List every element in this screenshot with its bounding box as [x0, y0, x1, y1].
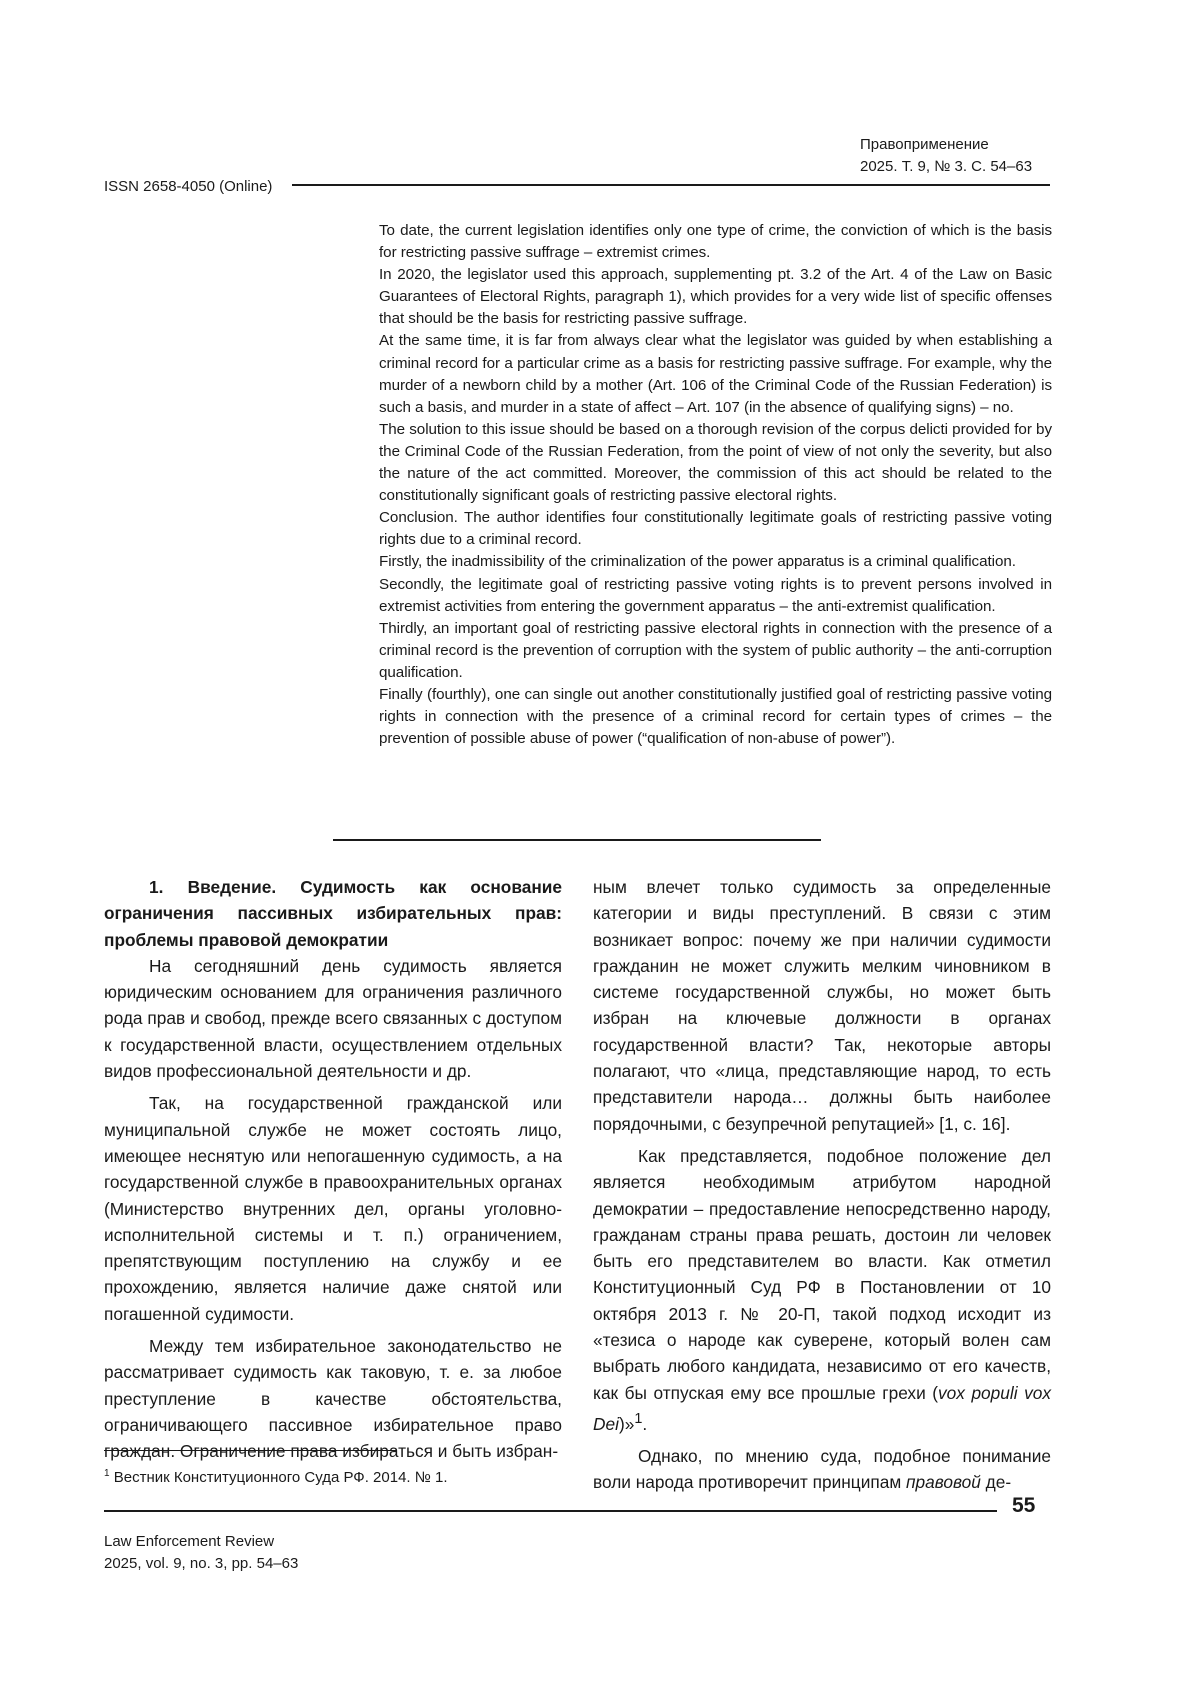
body-paragraph: Как представляется, подобное положение дел является необходимым атрибутом народной демократии – предоставление непосредственно народу, гражданам страны права решать, достоин ли человек быть его представителем во власти. Как отметил Конституционный Суд РФ в Постановлении от 10 октября 2013 г. № 20-П, такой подход исходит из «тезиса о народе как суверене, который волен сам выбрать любого кандидата, независимо от его качеств, как бы отпуская ему все прошлые грехи (vox populi vox Dei)»$^1$. — [593, 1145, 1051, 1434]
footnote-reference[interactable]: 1 — [634, 1410, 643, 1427]
footnote-rule — [104, 1450, 396, 1451]
abstract-paragraph: Finally (fourthly), one can single out another constitutionally justified goal of restricting passive voting rights in connection with the presence of a criminal record for certain types of crimes – the prevention of possible abuse of power (“qualification of non-abuse of power”). — [379, 685, 1052, 748]
emphasis-text: правовой — [906, 1472, 981, 1493]
abstract-paragraph: Firstly, the inadmissibility of the criminalization of the power apparatus is a criminal qualification. — [379, 553, 1016, 571]
abstract-paragraph: The solution to this issue should be based on a thorough revision of the corpus delicti provided for by the Criminal Code of the Russian Federation, from the point of view of not only the severity, but also the nature of the act committed. Moreover, the commission of this act should be related to the constitutionally significant goals of restricting passive electoral rights. — [379, 420, 1052, 505]
body-paragraph — [593, 1443, 1051, 1496]
abstract-paragraph: In 2020, the legislator used this approach, supplementing pt. 3.2 of the Art. 4 of the Law on Basic Guarantees of Electoral Rights, paragraph 1), which provides for a very wide list of specific offenses that should be the basis for restricting passive suffrage. — [379, 266, 1052, 328]
header-rule — [292, 184, 1050, 186]
body-column-left — [104, 874, 562, 1465]
body-paragraph: На сегодняшний день судимость является юридическим основанием для ограничения различного рода прав и свобод, прежде всего связанных с доступом к государственной власти, осуществлением отдельных видов профессиональной деятельности и др. — [104, 955, 562, 1082]
issue-info-ru: 2025. Т. 9, № 3. С. 54–63 — [860, 158, 1033, 175]
running-header — [860, 134, 1050, 178]
body-paragraph: Между тем избирательное законодательство не рассматривает судимость как таковую, т. е. за любое преступление в качестве обстоятельства, ограничивающего пассивное избирательное право граждан. Ограничение права избираться и быть избран- — [104, 1336, 562, 1462]
abstract-paragraph: Secondly, the legitimate goal of restricting passive voting rights is to prevent persons involved in extremist activities from entering the government apparatus – the anti-extremist qualification. — [379, 575, 1052, 615]
footnote-text: Вестник Конституционного Суда РФ. 2014. № 1. — [113, 1469, 448, 1486]
body-paragraph-continued: ным влечет только судимость за определенные категории и виды преступлений. В связи с этим возникает вопрос: почему же при наличии судимости гражданин не может служить мелким чиновником в системе государственной службы, но может быть избран на ключевые должности в органах государственной власти? Так, некоторые авторы полагают, что «лица, представляющие народ, то есть представители народа… должны быть наиболее порядочными, с безупречной репутацией» [1, с. 16]. — [593, 877, 1051, 1134]
section-heading: 1. Введение. Судимость как основание ограничения пассивных избирательных прав: проблемы правовой демократии — [104, 877, 562, 950]
paragraph-text: )» — [618, 1413, 635, 1434]
journal-title-en: Law Enforcement Review — [104, 1533, 275, 1550]
paragraph-text: Как представляется, подобное положение дел является необходимым атрибутом народной демократии – предоставление непосредственно народу, гражданам страны права решать, достоин ли человек быть его представителем во власти. Как отметил Конституционный Суд РФ в Постановлении от 10 октября 2013 г. № 20-П, такой подход исходит из «тезиса о народе как суверене, который волен сам выбрать любого кандидата, независимо от его качеств, как бы отпуская ему все прошлые грехи ( — [593, 1145, 1051, 1403]
abstract — [379, 220, 1052, 750]
journal-title-ru: Правоприменение — [860, 136, 989, 153]
abstract-paragraph: To date, the current legislation identifies only one type of crime, the conviction of which is the basis for restricting passive suffrage – extremist crimes. — [379, 222, 1052, 262]
body-paragraph: Так, на государственной гражданской или муниципальной службе не может состоять лицо, имеющее неснятую или непогашенную судимость, а на государственной службе в правоохранительных органах (Министерство внутренних дел, органы уголовно-исполнительной системы и т. п.) ограничением, препятствующим поступлению на службу и ее прохождению, является наличие даже снятой или погашенной судимости. — [104, 1093, 562, 1324]
issue-info-en: 2025, vol. 9, no. 3, pp. 54–63 — [104, 1555, 299, 1572]
abstract-paragraph: Thirdly, an important goal of restricting passive electoral rights in connection with the presence of a criminal record is the prevention of corruption with the system of public authority – the anti-corruption qualification. — [379, 619, 1052, 681]
footnote — [104, 1468, 448, 1486]
issn: ISSN 2658-4050 (Online) — [104, 178, 273, 195]
footer-rule — [104, 1510, 997, 1512]
abstract-end-rule — [333, 839, 821, 841]
paragraph-text: де- — [980, 1472, 1012, 1493]
abstract-paragraph: At the same time, it is far from always clear what the legislator was guided by when establishing a criminal record for a particular crime as a basis for restricting passive suffrage. For example, why the murder of a newborn child by a mother (Art. 106 of the Criminal Code of the Russian Federation) is such a basis, and murder in a state of affect – Art. 107 (in the absence of qualifying signs) – no. — [379, 332, 1052, 416]
body-column-right — [593, 874, 1051, 1496]
running-footer — [104, 1531, 298, 1575]
latin-phrase: vox populi vox Dei — [593, 1382, 1051, 1434]
footnote-mark: 1 — [104, 1468, 110, 1479]
paragraph-text: Однако, по мнению суда, подобное понимание воли народа противоречит принципам — [593, 1446, 1051, 1493]
page-number: 55 — [1012, 1494, 1036, 1517]
abstract-paragraph: Conclusion. The author identifies four constitutionally legitimate goals of restricting passive voting rights due to a criminal record. — [379, 509, 1052, 549]
